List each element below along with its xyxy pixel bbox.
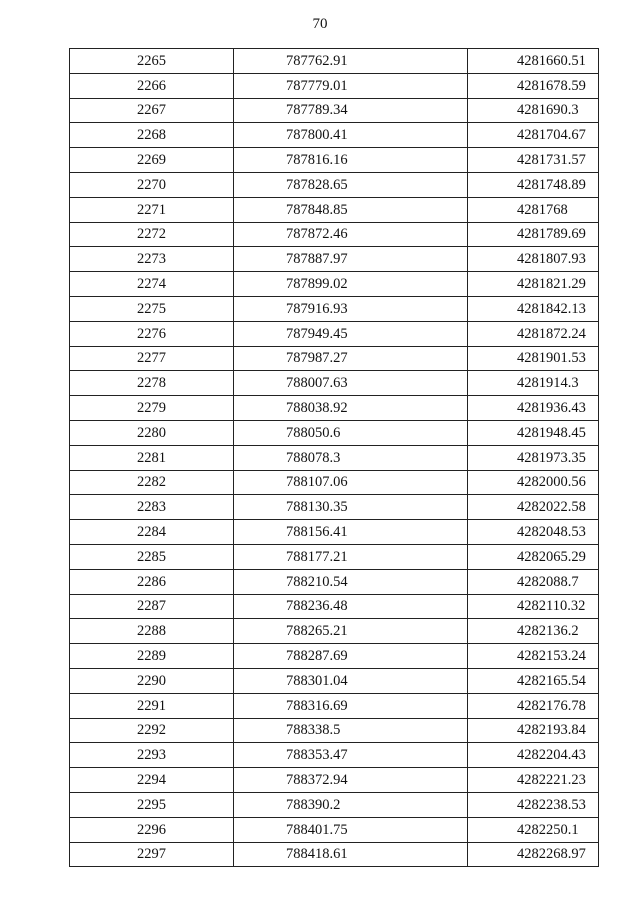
table-row	[70, 371, 599, 396]
table-row	[70, 495, 599, 520]
page-number: 70	[312, 16, 328, 32]
y-coordinate-cell: 4281748.89	[468, 172, 599, 197]
table-row	[70, 49, 599, 74]
x-coordinate-cell: 788038.92	[234, 396, 468, 421]
y-coordinate-cell: 4282193.84	[468, 718, 599, 743]
y-coordinate-cell: 4281731.57	[468, 148, 599, 173]
x-coordinate-cell: 787816.16	[234, 148, 468, 173]
point-number-cell: 2292	[70, 718, 234, 743]
y-coordinate-cell: 4281768	[468, 197, 599, 222]
y-coordinate-cell: 4281704.67	[468, 123, 599, 148]
point-number-cell: 2267	[70, 98, 234, 123]
x-coordinate-cell: 787762.91	[234, 49, 468, 74]
point-number-cell: 2280	[70, 420, 234, 445]
point-number-cell: 2279	[70, 396, 234, 421]
x-coordinate-cell: 788050.6	[234, 420, 468, 445]
point-number-cell: 2275	[70, 296, 234, 321]
y-coordinate-cell: 4282110.32	[468, 594, 599, 619]
x-coordinate-cell: 788287.69	[234, 644, 468, 669]
point-number-cell: 2283	[70, 495, 234, 520]
table-row	[70, 619, 599, 644]
y-coordinate-cell: 4281914.3	[468, 371, 599, 396]
table-row	[70, 197, 599, 222]
coordinates-table-body	[70, 49, 599, 867]
table-row	[70, 842, 599, 867]
x-coordinate-cell: 787828.65	[234, 172, 468, 197]
point-number-cell: 2278	[70, 371, 234, 396]
point-number-cell: 2277	[70, 346, 234, 371]
table-row	[70, 445, 599, 470]
table-row	[70, 420, 599, 445]
point-number-cell: 2287	[70, 594, 234, 619]
x-coordinate-cell: 787899.02	[234, 272, 468, 297]
point-number-cell: 2291	[70, 693, 234, 718]
y-coordinate-cell: 4282165.54	[468, 668, 599, 693]
y-coordinate-cell: 4282088.7	[468, 569, 599, 594]
point-number-cell: 2297	[70, 842, 234, 867]
table-row	[70, 73, 599, 98]
point-number-cell: 2289	[70, 644, 234, 669]
table-row	[70, 693, 599, 718]
table-row	[70, 792, 599, 817]
table-row	[70, 98, 599, 123]
x-coordinate-cell: 787789.34	[234, 98, 468, 123]
table-row	[70, 296, 599, 321]
x-coordinate-cell: 788177.21	[234, 544, 468, 569]
table-row	[70, 668, 599, 693]
table-row	[70, 594, 599, 619]
y-coordinate-cell: 4282250.1	[468, 817, 599, 842]
table-row	[70, 272, 599, 297]
table-row	[70, 123, 599, 148]
y-coordinate-cell: 4281936.43	[468, 396, 599, 421]
table-row	[70, 470, 599, 495]
y-coordinate-cell: 4281660.51	[468, 49, 599, 74]
y-coordinate-cell: 4282153.24	[468, 644, 599, 669]
y-coordinate-cell: 4282022.58	[468, 495, 599, 520]
table-row	[70, 817, 599, 842]
x-coordinate-cell: 788390.2	[234, 792, 468, 817]
table-row	[70, 321, 599, 346]
table-row	[70, 743, 599, 768]
y-coordinate-cell: 4282065.29	[468, 544, 599, 569]
point-number-cell: 2265	[70, 49, 234, 74]
x-coordinate-cell: 788007.63	[234, 371, 468, 396]
y-coordinate-cell: 4282176.78	[468, 693, 599, 718]
table-row	[70, 644, 599, 669]
table-row	[70, 247, 599, 272]
y-coordinate-cell: 4281789.69	[468, 222, 599, 247]
x-coordinate-cell: 788210.54	[234, 569, 468, 594]
table-row	[70, 148, 599, 173]
y-coordinate-cell: 4281842.13	[468, 296, 599, 321]
y-coordinate-cell: 4281901.53	[468, 346, 599, 371]
y-coordinate-cell: 4281690.3	[468, 98, 599, 123]
point-number-cell: 2290	[70, 668, 234, 693]
x-coordinate-cell: 787949.45	[234, 321, 468, 346]
point-number-cell: 2269	[70, 148, 234, 173]
x-coordinate-cell: 788401.75	[234, 817, 468, 842]
point-number-cell: 2295	[70, 792, 234, 817]
y-coordinate-cell: 4281973.35	[468, 445, 599, 470]
point-number-cell: 2294	[70, 768, 234, 793]
x-coordinate-cell: 788130.35	[234, 495, 468, 520]
y-coordinate-cell: 4281948.45	[468, 420, 599, 445]
point-number-cell: 2270	[70, 172, 234, 197]
point-number-cell: 2284	[70, 520, 234, 545]
table-row	[70, 396, 599, 421]
x-coordinate-cell: 788156.41	[234, 520, 468, 545]
y-coordinate-cell: 4282048.53	[468, 520, 599, 545]
y-coordinate-cell: 4282221.23	[468, 768, 599, 793]
point-number-cell: 2286	[70, 569, 234, 594]
x-coordinate-cell: 788078.3	[234, 445, 468, 470]
table-row	[70, 346, 599, 371]
x-coordinate-cell: 788301.04	[234, 668, 468, 693]
x-coordinate-cell: 787800.41	[234, 123, 468, 148]
x-coordinate-cell: 788236.48	[234, 594, 468, 619]
y-coordinate-cell: 4282238.53	[468, 792, 599, 817]
x-coordinate-cell: 787887.97	[234, 247, 468, 272]
y-coordinate-cell: 4281821.29	[468, 272, 599, 297]
x-coordinate-cell: 788372.94	[234, 768, 468, 793]
table-row	[70, 544, 599, 569]
point-number-cell: 2274	[70, 272, 234, 297]
point-number-cell: 2296	[70, 817, 234, 842]
point-number-cell: 2282	[70, 470, 234, 495]
coordinates-table	[69, 48, 599, 867]
point-number-cell: 2268	[70, 123, 234, 148]
x-coordinate-cell: 788338.5	[234, 718, 468, 743]
point-number-cell: 2276	[70, 321, 234, 346]
table-row	[70, 569, 599, 594]
y-coordinate-cell: 4282204.43	[468, 743, 599, 768]
x-coordinate-cell: 788107.06	[234, 470, 468, 495]
point-number-cell: 2288	[70, 619, 234, 644]
point-number-cell: 2273	[70, 247, 234, 272]
table-row	[70, 172, 599, 197]
x-coordinate-cell: 787987.27	[234, 346, 468, 371]
x-coordinate-cell: 787872.46	[234, 222, 468, 247]
point-number-cell: 2271	[70, 197, 234, 222]
y-coordinate-cell: 4282268.97	[468, 842, 599, 867]
x-coordinate-cell: 787916.93	[234, 296, 468, 321]
x-coordinate-cell: 788316.69	[234, 693, 468, 718]
table-row	[70, 768, 599, 793]
y-coordinate-cell: 4282136.2	[468, 619, 599, 644]
y-coordinate-cell: 4281872.24	[468, 321, 599, 346]
y-coordinate-cell: 4282000.56	[468, 470, 599, 495]
y-coordinate-cell: 4281678.59	[468, 73, 599, 98]
x-coordinate-cell: 787848.85	[234, 197, 468, 222]
point-number-cell: 2281	[70, 445, 234, 470]
point-number-cell: 2293	[70, 743, 234, 768]
x-coordinate-cell: 788265.21	[234, 619, 468, 644]
x-coordinate-cell: 788353.47	[234, 743, 468, 768]
point-number-cell: 2272	[70, 222, 234, 247]
y-coordinate-cell: 4281807.93	[468, 247, 599, 272]
point-number-cell: 2285	[70, 544, 234, 569]
table-row	[70, 520, 599, 545]
table-row	[70, 718, 599, 743]
x-coordinate-cell: 787779.01	[234, 73, 468, 98]
point-number-cell: 2266	[70, 73, 234, 98]
table-row	[70, 222, 599, 247]
x-coordinate-cell: 788418.61	[234, 842, 468, 867]
